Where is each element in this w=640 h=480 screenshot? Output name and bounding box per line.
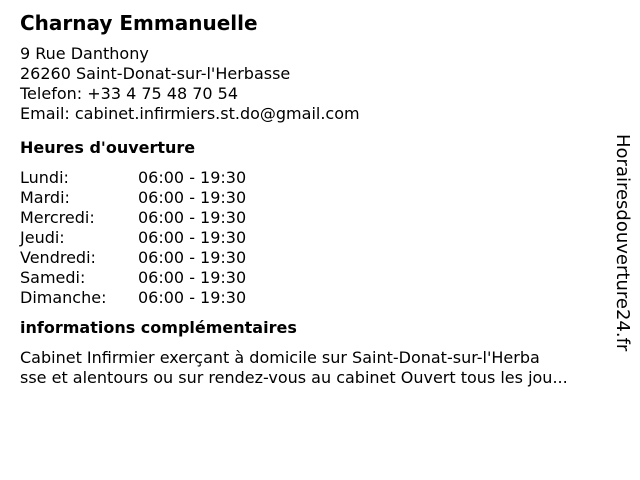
hours-row-lundi bbox=[20, 168, 620, 188]
time-range: 06:00 - 19:30 bbox=[138, 228, 247, 247]
opening-hours-table bbox=[20, 168, 620, 308]
day-label: Jeudi: bbox=[20, 228, 65, 247]
day-label: Samedi: bbox=[20, 268, 86, 287]
time-range: 06:00 - 19:30 bbox=[138, 188, 247, 207]
additional-info-text bbox=[20, 348, 620, 388]
email-address: Email: cabinet.infirmiers.st.do@gmail.com bbox=[20, 104, 360, 123]
time-range: 06:00 - 19:30 bbox=[138, 168, 247, 187]
time-range: 06:00 - 19:30 bbox=[138, 268, 247, 287]
address-city: 26260 Saint-Donat-sur-l'Herbasse bbox=[20, 64, 291, 83]
day-label: Lundi: bbox=[20, 168, 69, 187]
business-card bbox=[20, 10, 620, 388]
time-range: 06:00 - 19:30 bbox=[138, 288, 247, 307]
site-watermark: Horairesdouverture24.fr bbox=[612, 134, 633, 352]
phone-number: Telefon: +33 4 75 48 70 54 bbox=[20, 84, 239, 103]
additional-info-heading: informations complémentaires bbox=[20, 318, 297, 337]
day-label: Mercredi: bbox=[20, 208, 95, 227]
business-name: Charnay Emmanuelle bbox=[20, 11, 258, 35]
info-line-2: sse et alentours ou sur rendez-vous au cabinet Ouvert tous les jou... bbox=[20, 368, 568, 387]
hours-row-mercredi bbox=[20, 208, 620, 228]
address-street: 9 Rue Danthony bbox=[20, 44, 149, 63]
day-label: Dimanche: bbox=[20, 288, 107, 307]
time-range: 06:00 - 19:30 bbox=[138, 248, 247, 267]
day-label: Vendredi: bbox=[20, 248, 96, 267]
time-range: 06:00 - 19:30 bbox=[138, 208, 247, 227]
day-label: Mardi: bbox=[20, 188, 70, 207]
opening-hours-heading: Heures d'ouverture bbox=[20, 138, 196, 157]
hours-row-dimanche bbox=[20, 288, 620, 308]
hours-row-mardi bbox=[20, 188, 620, 208]
hours-row-samedi bbox=[20, 268, 620, 288]
hours-row-vendredi bbox=[20, 248, 620, 268]
info-line-1: Cabinet Infirmier exerçant à domicile sur Saint-Donat-sur-l'Herba bbox=[20, 348, 540, 367]
hours-row-jeudi bbox=[20, 228, 620, 248]
